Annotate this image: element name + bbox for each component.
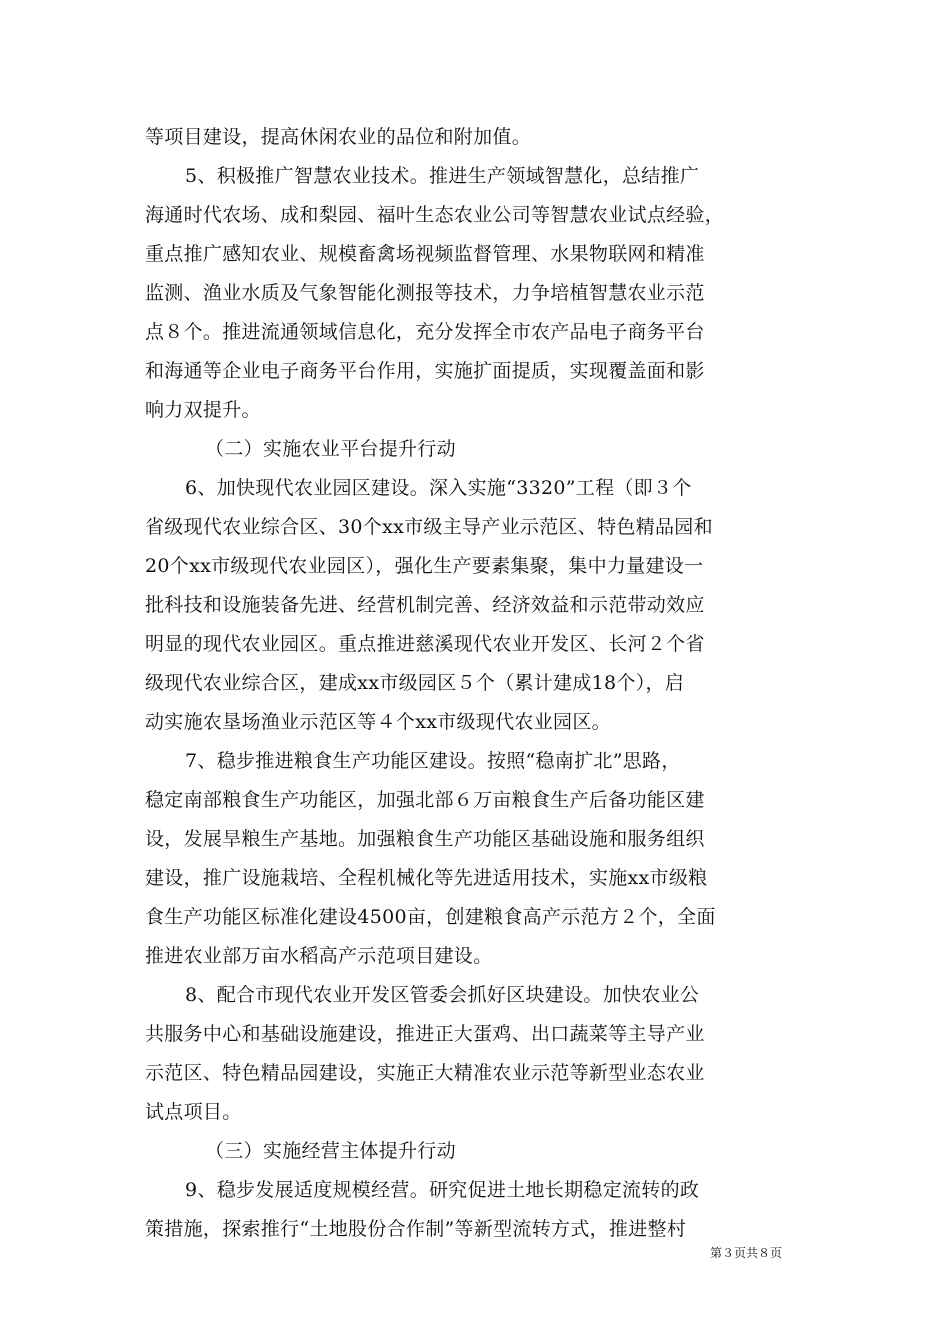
text-line: 重点推广感知农业、规模畜禽场视频监督管理、水果物联网和精准 <box>145 243 705 265</box>
text-line: 设，发展旱粮生产基地。加强粮食生产功能区基础设施和服务组织 <box>145 828 705 850</box>
paragraph-start-line: 5、积极推广智慧农业技术。推进生产领域智慧化，总结推广 <box>185 165 700 187</box>
text-line: 省级现代农业综合区、30个xx市级主导产业示范区、特色精品园和 <box>145 516 713 538</box>
text-line: 推进农业部万亩水稻高产示范项目建设。 <box>145 945 493 967</box>
text-line: 共服务中心和基础设施建设，推进正大蛋鸡、出口蔬菜等主导产业 <box>145 1023 705 1045</box>
text-line: 级现代农业综合区，建成xx市级园区５个（累计建成18个），启 <box>145 672 685 694</box>
paragraph-start-line: 6、加快现代农业园区建设。深入实施“3320”工程（即３个 <box>185 477 692 499</box>
text-line: 等项目建设，提高休闲农业的品位和附加值。 <box>145 126 532 148</box>
text-line: 20个xx市级现代农业园区），强化生产要素集聚，集中力量建设一 <box>145 555 704 577</box>
paragraph-start-line: 8、配合市现代农业开发区管委会抓好区块建设。加快农业公 <box>185 984 700 1006</box>
text-line: 策措施，探索推行“土地股份合作制”等新型流转方式，推进整村 <box>145 1218 687 1240</box>
text-line: 明显的现代农业园区。重点推进慈溪现代农业开发区、长河２个省 <box>145 633 705 655</box>
page-number-footer: 第３页共８页 <box>710 1246 783 1260</box>
text-line: 批科技和设施装备先进、经营机制完善、经济效益和示范带动效应 <box>145 594 705 616</box>
section-heading: （二）实施农业平台提升行动 <box>205 438 456 460</box>
text-line: 示范区、特色精品园建设，实施正大精准农业示范等新型业态农业 <box>145 1062 705 1084</box>
text-line: 动实施农垦场渔业示范区等４个xx市级现代农业园区。 <box>145 711 611 733</box>
section-heading: （三）实施经营主体提升行动 <box>205 1140 456 1162</box>
paragraph-start-line: 9、稳步发展适度规模经营。研究促进土地长期稳定流转的政 <box>185 1179 700 1201</box>
text-line: 监测、渔业水质及气象智能化测报等技术，力争培植智慧农业示范 <box>145 282 705 304</box>
text-line: 建设，推广设施栽培、全程机械化等先进适用技术，实施xx市级粮 <box>145 867 708 889</box>
text-line: 点８个。推进流通领域信息化，充分发挥全市农产品电子商务平台 <box>145 321 705 343</box>
paragraph-start-line: 7、稳步推进粮食生产功能区建设。按照“稳南扩北”思路， <box>185 750 681 772</box>
text-line: 和海通等企业电子商务平台作用，实施扩面提质，实现覆盖面和影 <box>145 360 705 382</box>
text-line: 试点项目。 <box>145 1101 242 1123</box>
text-line: 海通时代农场、成和梨园、福叶生态农业公司等智慧农业试点经验， <box>145 204 725 226</box>
text-line: 响力双提升。 <box>145 399 261 421</box>
text-line: 稳定南部粮食生产功能区，加强北部６万亩粮食生产后备功能区建 <box>145 789 705 811</box>
text-line: 食生产功能区标准化建设4500亩，创建粮食高产示范方２个，全面 <box>145 906 716 928</box>
document-body <box>145 118 810 1249</box>
